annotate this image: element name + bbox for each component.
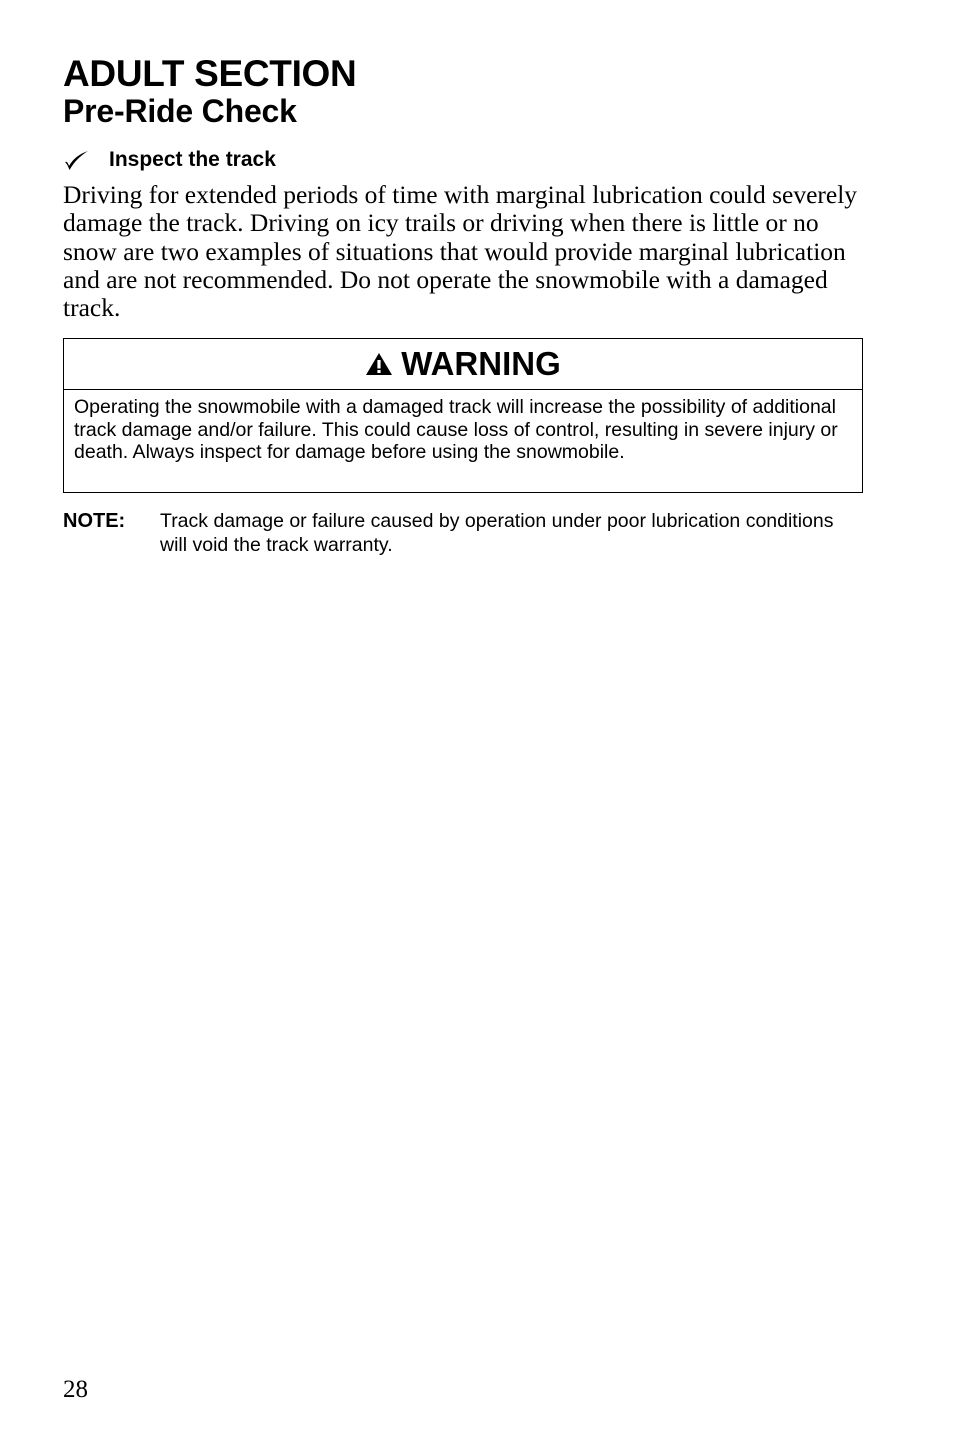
page-title: Pre-Ride Check <box>63 93 297 129</box>
warning-triangle-icon <box>365 352 393 376</box>
note-text: Track damage or failure caused by operation under poor lubrication conditions will void the track warranty. <box>160 510 834 556</box>
page-number: 28 <box>63 1376 88 1403</box>
warning-title: WARNING <box>401 345 561 382</box>
checklist-item-label: Inspect the track <box>109 148 276 171</box>
warning-box <box>63 338 863 493</box>
body-paragraph: Driving for extended periods of time with marginal lubrication could severely damage the track. Driving on icy trails or driving when there is little or no snow are two examples of situations that would provide marginal lubrication and are not recommended. Do not operate the snowmobile with a damaged track. <box>63 180 858 323</box>
check-mark-icon <box>63 149 91 171</box>
checklist-item <box>63 146 276 174</box>
warning-header <box>64 339 862 390</box>
note-label: NOTE: <box>63 510 126 532</box>
section-title: ADULT SECTION <box>63 53 357 94</box>
note <box>63 509 863 557</box>
warning-text: Operating the snowmobile with a damaged track will increase the possibility of additional track damage and/or failure. This could cause loss of control, resulting in severe injury or death. Always inspect for damage before using the snowmobile. <box>74 396 838 464</box>
